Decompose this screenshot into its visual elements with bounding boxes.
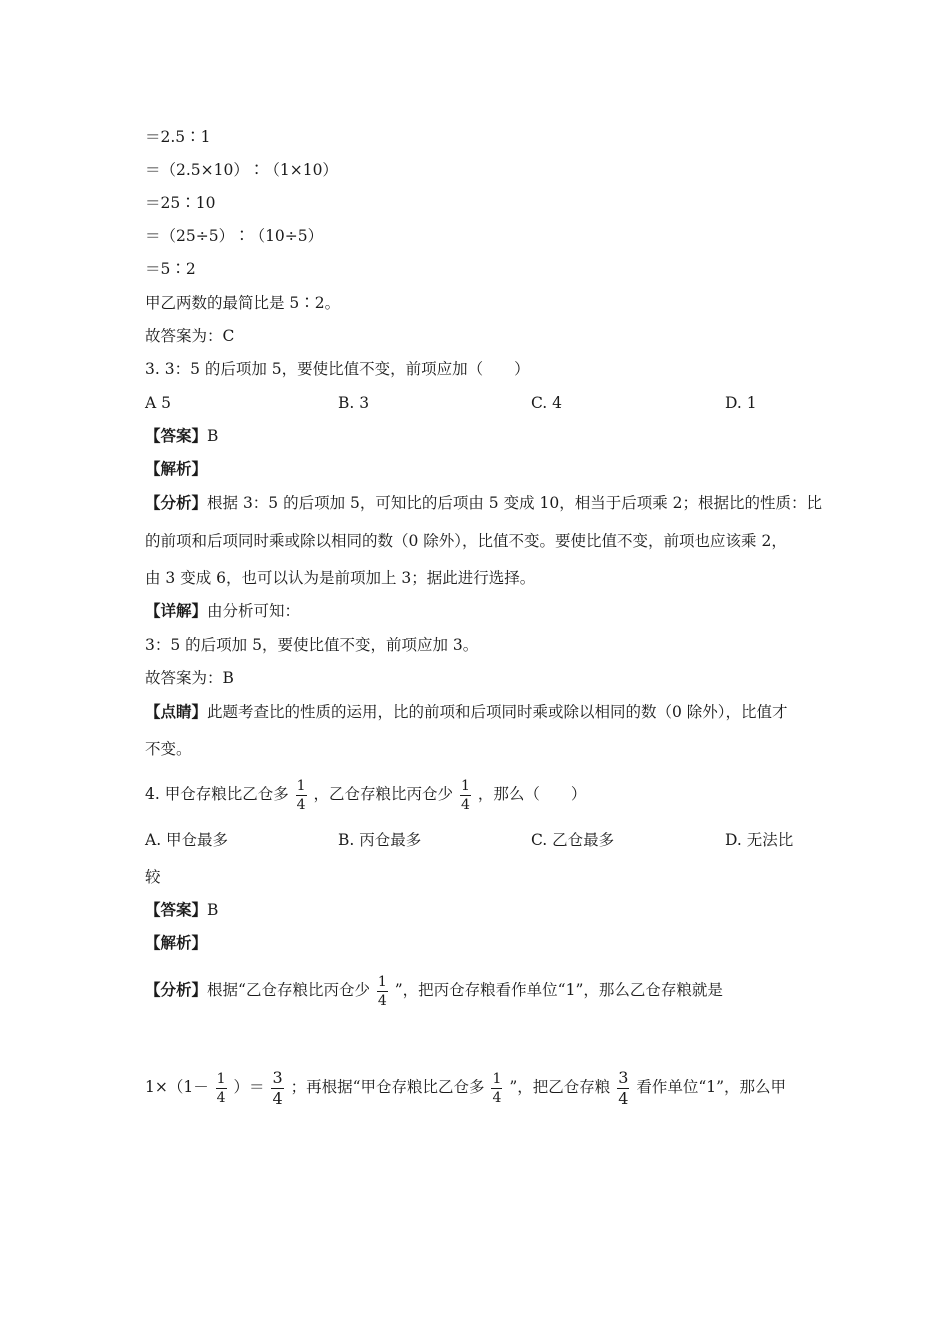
dianjing-text: 此题考查比的性质的运用，比的前项和后项同时乘或除以相同的数（0 除外），比值才 <box>207 703 788 721</box>
calc-answer: 故答案为：C <box>145 327 235 345</box>
calc-part-5: 看作单位“1”，那么甲 <box>636 1078 787 1096</box>
answer-tag: 【答案】 <box>145 900 208 919</box>
q3-final-answer: 故答案为：B <box>145 669 234 687</box>
fraction-one-quarter <box>491 1072 502 1105</box>
xiangjie-text: 由分析可知： <box>207 602 301 620</box>
fraction-one-quarter <box>377 975 388 1008</box>
fenxi-text-part-1: 根据“乙仓存粮比丙仓少 <box>207 981 370 999</box>
answer-tag: 【答案】 <box>145 426 208 445</box>
calc-line-5: ＝5∶2 <box>145 260 196 278</box>
calc-line-1: ＝2.5∶1 <box>145 128 211 146</box>
q3-analysis-tag: 【解析】 <box>145 459 208 478</box>
q4-option-d: D. 无法比 <box>725 831 794 849</box>
q4-question-part-1: 4. 甲仓存粮比乙仓多 <box>145 785 289 803</box>
fraction-three-quarters <box>271 1067 283 1108</box>
q4-answer <box>145 899 218 921</box>
calc-line-2: ＝（2.5×10）∶（1×10） <box>145 161 338 179</box>
fraction-numerator: 1 <box>492 1070 502 1087</box>
fraction-numerator: 3 <box>272 1067 283 1087</box>
fenxi-tag: 【分析】 <box>145 980 208 999</box>
q4-calc-line <box>145 1063 786 1111</box>
q3-dianjing-line-1 <box>145 701 788 723</box>
calc-part-1: 1×（1－ <box>145 1078 209 1096</box>
q3-fenxi-line-2: 的前项和后项同时乘或除以相同的数（0 除外），比值不变。要使比值不变，前项也应该乘 2， <box>145 532 787 550</box>
fraction-one-quarter <box>460 779 471 812</box>
calc-line-3: ＝25∶10 <box>145 194 216 212</box>
fenxi-tag: 【分析】 <box>145 493 208 512</box>
calc-conclusion: 甲乙两数的最简比是 5∶2。 <box>145 294 341 312</box>
fraction-numerator: 1 <box>296 777 306 794</box>
q3-detail: 3：5 的后项加 5，要使比值不变，前项应加 3。 <box>145 636 479 654</box>
q4-option-d-wrap: 较 <box>145 868 161 886</box>
q4-question-part-2: ，乙仓存粮比丙仓少 <box>313 785 454 803</box>
calc-part-2: ）＝ <box>233 1078 265 1096</box>
q4-question-part-3: ，那么（ ） <box>477 785 587 803</box>
q3-xiangjie <box>145 600 300 622</box>
answer-value: B <box>207 427 219 445</box>
fraction-denominator: 4 <box>377 992 387 1009</box>
q4-option-c: C. 乙仓最多 <box>531 831 615 849</box>
calc-part-3: ；再根据“甲仓存粮比乙仓多 <box>290 1078 485 1096</box>
q3-option-b: B. 3 <box>338 394 370 412</box>
fraction-numerator: 1 <box>216 1070 226 1087</box>
q3-answer <box>145 425 218 447</box>
fraction-denominator: 4 <box>272 1088 283 1108</box>
q3-fenxi-line-1 <box>145 492 822 514</box>
fraction-three-quarters <box>617 1067 629 1108</box>
fraction-denominator: 4 <box>216 1089 226 1106</box>
fraction-denominator: 4 <box>460 796 470 813</box>
answer-value: B <box>207 901 219 919</box>
q3-option-d: D. 1 <box>725 394 757 412</box>
q4-fenxi-line-1 <box>145 968 723 1012</box>
dianjing-tag: 【点睛】 <box>145 702 208 721</box>
q4-option-b: B. 丙仓最多 <box>338 831 422 849</box>
fraction-one-quarter <box>216 1072 227 1105</box>
fraction-one-quarter <box>296 779 307 812</box>
fraction-numerator: 1 <box>460 777 470 794</box>
q3-option-a: A 5 <box>145 394 171 412</box>
fraction-denominator: 4 <box>492 1089 502 1106</box>
fraction-numerator: 3 <box>618 1067 629 1087</box>
q4-analysis-tag: 【解析】 <box>145 933 208 952</box>
q3-question: 3. 3：5 的后项加 5，要使比值不变，前项应加（ ） <box>145 360 530 378</box>
q4-option-a: A. 甲仓最多 <box>145 831 229 849</box>
calc-line-4: ＝（25÷5）∶（10÷5） <box>145 227 324 245</box>
fenxi-text: 根据 3：5 的后项加 5，可知比的后项由 5 变成 10，相当于后项乘 2；根据比的性质：比 <box>207 494 823 512</box>
q3-option-c: C. 4 <box>531 394 563 412</box>
q4-question <box>145 774 586 814</box>
xiangjie-tag: 【详解】 <box>145 601 208 620</box>
q3-dianjing-line-2: 不变。 <box>145 740 192 758</box>
fraction-denominator: 4 <box>296 796 306 813</box>
q3-fenxi-line-3: 由 3 变成 6，也可以认为是前项加上 3；据此进行选择。 <box>145 569 536 587</box>
calc-part-4: ”，把乙仓存粮 <box>509 1078 611 1096</box>
fraction-numerator: 1 <box>377 973 387 990</box>
fenxi-text-part-2: ”，把丙仓存粮看作单位“1”，那么乙仓存粮就是 <box>394 981 723 999</box>
fraction-denominator: 4 <box>618 1088 629 1108</box>
